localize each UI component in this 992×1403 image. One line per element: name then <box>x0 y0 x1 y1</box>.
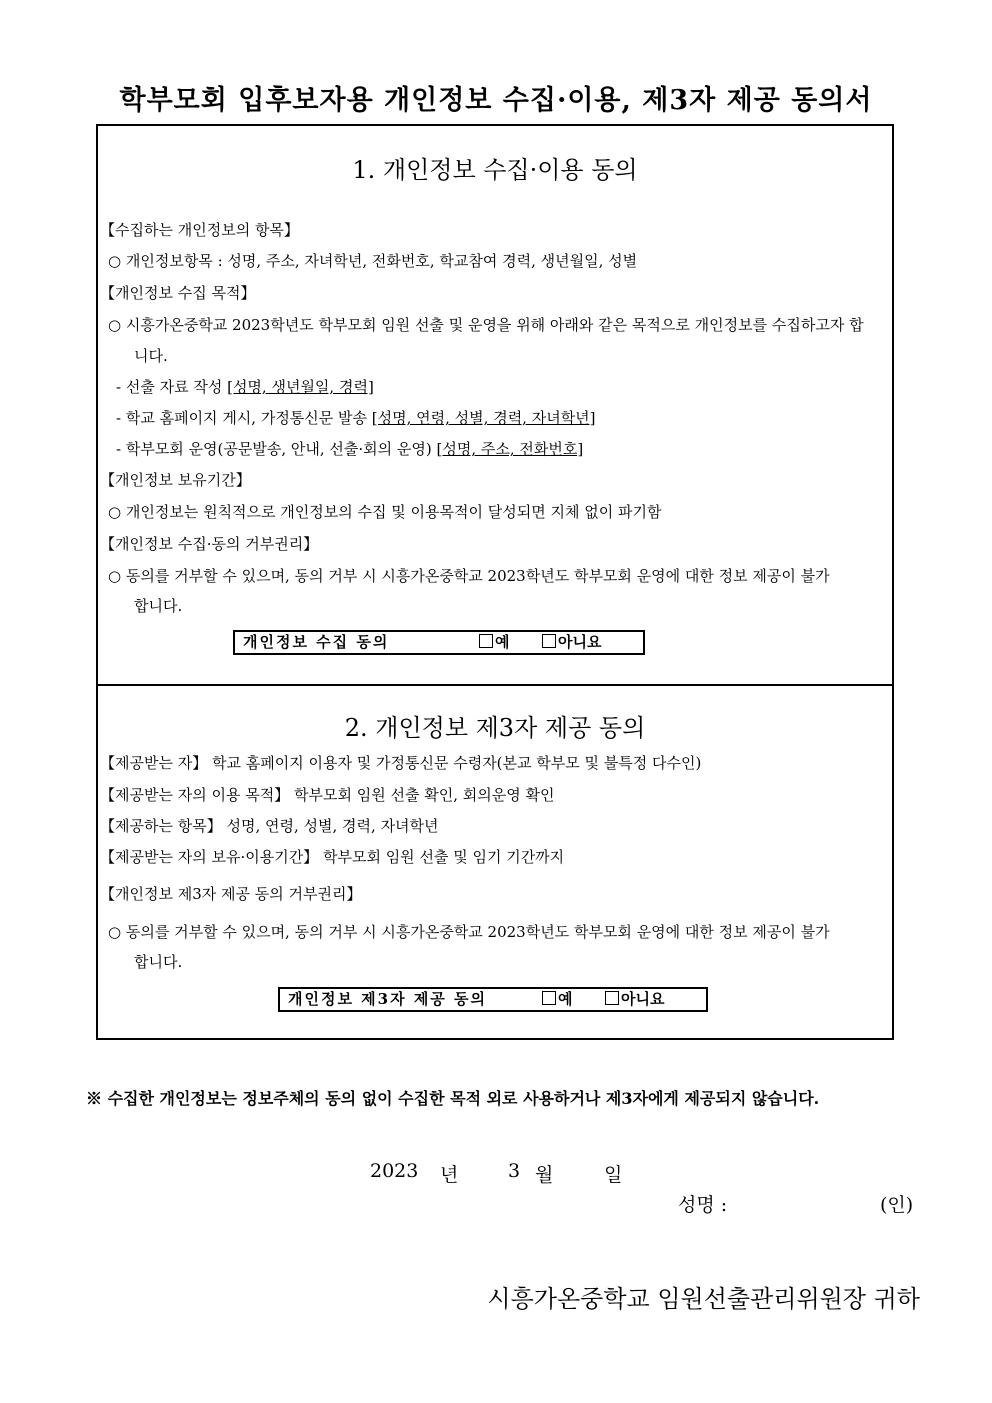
date-year-unit: 년 <box>440 1164 459 1186</box>
purpose-item-text: - 학부모회 운영(공문발송, 안내, 선출·회의 운영) <box>116 440 437 458</box>
purpose-item-fields: [성명, 연령, 성별, 경력, 자녀학년] <box>371 409 596 427</box>
purpose-item-fields: [성명, 주소, 전화번호] <box>436 440 584 458</box>
section2-heading: 2. 개인정보 제3자 제공 동의 <box>344 714 646 742</box>
collection-consent-no-checkbox[interactable] <box>542 632 601 653</box>
purpose-item-text: - 선출 자료 작성 <box>116 378 228 396</box>
yes-label: 예 <box>495 633 510 651</box>
recipient-row <box>100 753 701 773</box>
retention-text: ○ 개인정보는 원칙적으로 개인정보의 수집 및 이용목적이 달성되면 지체 없이 파기함 <box>108 503 662 521</box>
third-party-refusal-text-line1: ○ 동의를 거부할 수 있으며, 동의 거부 시 시흥가온중학교 2023학년도 학부모회 운영에 대한 정보 제공이 불가 <box>108 923 830 941</box>
retention-period-row <box>100 847 564 867</box>
signature-label: 성명 : <box>678 1194 728 1216</box>
consent-form-box <box>96 124 894 1040</box>
date-day-unit: 일 <box>604 1164 623 1186</box>
yes-label: 예 <box>558 990 573 1008</box>
use-purpose-heading: 【제공받는 자의 이용 목적】 <box>100 786 290 804</box>
collection-consent-yes-checkbox[interactable] <box>479 632 510 653</box>
retention-period-heading: 【제공받는 자의 보유·이용기간】 <box>100 848 319 866</box>
third-party-consent-yes-checkbox[interactable] <box>542 989 573 1010</box>
third-party-consent-label: 개인정보 제3자 제공 동의 <box>288 990 488 1008</box>
refusal-text-line1: ○ 동의를 거부할 수 있으며, 동의 거부 시 시흥가온중학교 2023학년도 학부모회 운영에 대한 정보 제공이 불가 <box>108 567 830 585</box>
retention-period-text: 학부모회 임원 선출 및 임기 기간까지 <box>322 848 565 866</box>
purpose-item-fields: [성명, 생년월일, 경력] <box>227 378 374 396</box>
provided-items-heading: 【제공하는 항목】 <box>100 817 222 835</box>
purpose-item <box>116 439 583 459</box>
section-divider <box>98 684 892 686</box>
date-month: 3 <box>508 1160 521 1182</box>
purpose-heading: 【개인정보 수집 목적】 <box>100 284 256 302</box>
third-party-refusal-heading: 【개인정보 제3자 제공 동의 거부권리】 <box>100 885 362 903</box>
section1-heading: 1. 개인정보 수집·이용 동의 <box>352 156 638 184</box>
retention-heading: 【개인정보 보유기간】 <box>100 471 251 489</box>
collection-consent-box <box>233 630 645 655</box>
third-party-consent-box <box>278 987 708 1012</box>
collected-items-text: ○ 개인정보항목 : 성명, 주소, 자녀학년, 전화번호, 학교참여 경력, 생년월일, 성별 <box>108 252 638 270</box>
date-year: 2023 <box>370 1160 419 1182</box>
date-month-unit: 월 <box>535 1164 554 1186</box>
purpose-item-text: - 학교 홈페이지 게시, 가정통신문 발송 <box>116 409 372 427</box>
privacy-notice: ※ 수집한 개인정보는 정보주체의 동의 없이 수집한 목적 외로 사용하거나 제3자에게 제공되지 않습니다. <box>86 1089 820 1108</box>
document-title: 학부모회 입후보자용 개인정보 수집·이용, 제3자 제공 동의서 <box>119 85 873 116</box>
collected-items-heading: 【수집하는 개인정보의 항목】 <box>100 221 299 239</box>
recipient-text: 학교 홈페이지 이용자 및 가정통신문 수령자(본교 학부모 및 불특정 다수인) <box>212 754 702 772</box>
checkbox-square-icon <box>605 991 619 1005</box>
purpose-text-line1: ○ 시흥가온중학교 2023학년도 학부모회 임원 선출 및 운영을 위해 아래와 같은 목적으로 개인정보를 수집하고자 합 <box>108 316 864 334</box>
purpose-text-line2: 니다. <box>134 347 168 365</box>
purpose-item <box>116 377 374 397</box>
use-purpose-row <box>100 785 554 805</box>
recipient-heading: 【제공받는 자】 <box>100 754 208 772</box>
use-purpose-text: 학부모회 임원 선출 확인, 회의운영 확인 <box>294 786 555 804</box>
purpose-item <box>116 408 596 428</box>
checkbox-square-icon <box>479 634 493 648</box>
third-party-refusal-text-line2: 합니다. <box>134 953 183 971</box>
checkbox-square-icon <box>542 991 556 1005</box>
refusal-text-line2: 합니다. <box>134 597 183 615</box>
no-label: 아니요 <box>621 990 665 1008</box>
collection-consent-label: 개인정보 수집 동의 <box>243 633 390 651</box>
refusal-heading: 【개인정보 수집·동의 거부권리】 <box>100 535 319 553</box>
checkbox-square-icon <box>542 634 556 648</box>
third-party-consent-no-checkbox[interactable] <box>605 989 664 1010</box>
signature-seal: (인) <box>880 1194 914 1216</box>
addressee: 시흥가온중학교 임원선출관리위원장 귀하 <box>487 1285 920 1313</box>
no-label: 아니요 <box>558 633 602 651</box>
provided-items-row <box>100 816 439 836</box>
provided-items-text: 성명, 연령, 성별, 경력, 자녀학년 <box>226 817 439 835</box>
